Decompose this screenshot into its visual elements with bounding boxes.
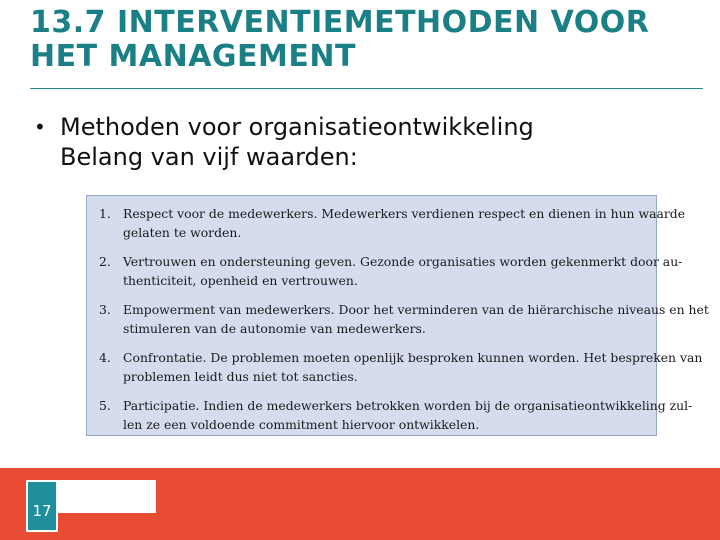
figure-item-number: 2.: [99, 254, 111, 269]
figure-item: [99, 252, 683, 290]
figure-item-line: Vertrouwen en ondersteuning geven. Gezonde organisaties worden gekenmerkt door au-: [123, 254, 683, 269]
figure-item-line: stimuleren van de autonomie van medewerkers.: [123, 321, 426, 336]
figure-item: [99, 348, 703, 386]
figure-item-line: problemen leidt dus niet tot sancties.: [123, 369, 358, 384]
figure-item-line: Respect voor de medewerkers. Medewerkers verdienen respect en dienen in hun waarde: [123, 206, 686, 221]
figure-item-number: 1.: [99, 206, 111, 221]
figure-item-number: 5.: [99, 398, 111, 413]
slide-title-line-1: 13.7 INTERVENTIEMETHODEN VOOR: [30, 5, 650, 40]
figure-item: [99, 204, 686, 242]
figure-item-line: Participatie. Indien de medewerkers betrokken worden bij de organisatieontwikkeling zul-: [123, 398, 693, 413]
figure-item-line: Confrontatie. De problemen moeten openlijk besproken kunnen worden. Het bespreken van: [123, 350, 703, 365]
figure-item-number: 3.: [99, 302, 111, 317]
bullet-text-line-2: Belang van vijf waarden:: [60, 143, 358, 171]
slide-title: [30, 6, 700, 74]
figure-item-text: [123, 348, 702, 386]
bullet-list: [34, 112, 694, 172]
slide-title-line-2: HET MANAGEMENT: [30, 39, 356, 74]
bullet-dot-icon: •: [34, 115, 46, 139]
page-number: 17: [26, 480, 58, 532]
figure-item-text: [123, 396, 692, 434]
bullet-text-line-1: Methoden voor organisatieontwikkeling: [60, 113, 534, 141]
figure-item-text: [123, 204, 685, 242]
figure-item: [99, 396, 693, 434]
figure-item-line: thenticiteit, openheid en vertrouwen.: [123, 273, 358, 288]
figure-item: [99, 300, 709, 338]
title-divider: [30, 88, 703, 89]
figure-item-line: gelaten te worden.: [123, 225, 242, 240]
figure-item-line: Empowerment van medewerkers. Door het verminderen van de hiërarchische niveaus en het: [123, 302, 709, 317]
figure-item-text: [123, 300, 709, 338]
values-figure: [86, 195, 709, 436]
figure-item-number: 4.: [99, 350, 111, 365]
figure-item-text: [123, 252, 682, 290]
bullet-item: [34, 112, 694, 142]
figure-item-line: len ze een voldoende commitment hiervoor ontwikkelen.: [123, 417, 480, 432]
